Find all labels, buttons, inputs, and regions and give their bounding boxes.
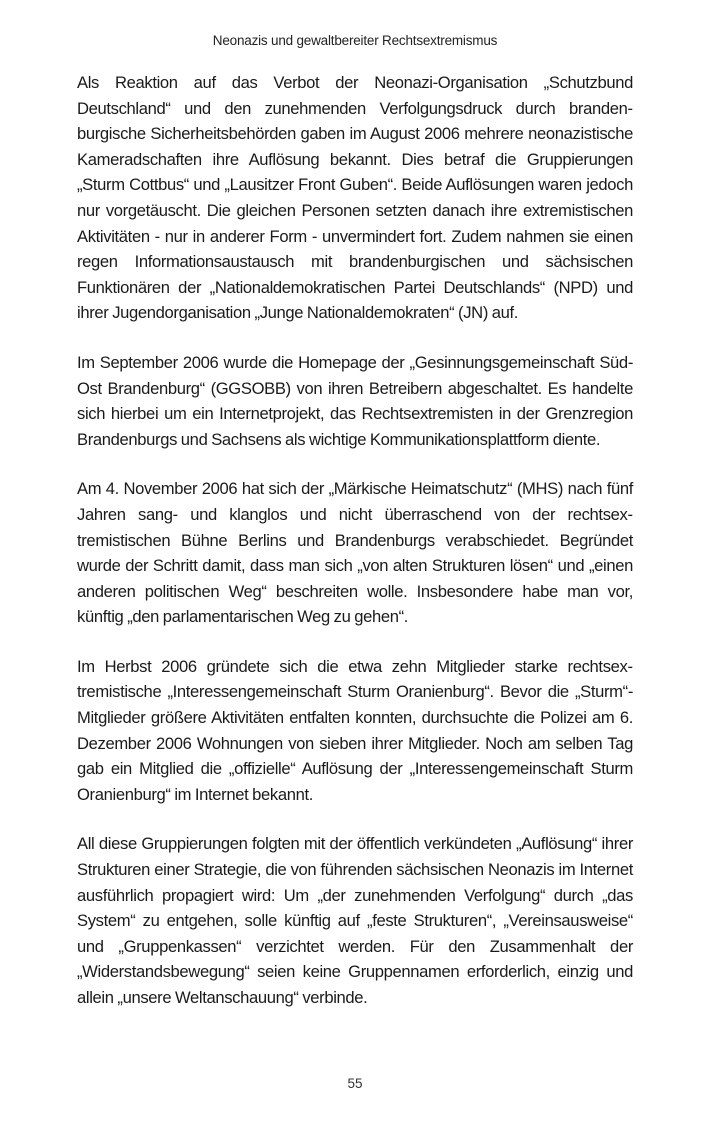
- paragraph-strategie: All diese Gruppierungen folgten mit der öffentlich verkündeten „Auflösung“ ihrer Strukturen einer Strategie, die von führenden sächsischen Neonazis im Internet ausführlich propagiert wird: Um „der zunehmenden Verfolgung“ durch „das System“ zu entgehen, solle künftig auf „feste Strukturen“, „Vereinsausweise“ und „Gruppenkassen“ verzichtet werden. Für den Zusammenhalt der „Widerstandsbewegung“ seien keine Gruppennamen erforderlich, einzig und allein „unsere Weltanschauung“ verbinde.: [77, 834, 633, 1007]
- running-header: Neonazis und gewaltbereiter Rechtsextremismus: [212, 33, 498, 48]
- paragraph-sturm-oranienburg: Im Herbst 2006 gründete sich die etwa zehn Mitglieder starke rechtsextremistische „Interessengemeinschaft Sturm Oranienburg“. Bevor die „Sturm“-Mitglieder größere Aktivitäten entfalten konnten, durchsuchte die Polizei am 6. Dezember 2006 Wohnungen von sieben ihrer Mitglieder. Noch am selben Tag gab ein Mitglied die „offizielle“ Auflösung der „Interessengemeinschaft Sturm Oranienburg“ im Internet bekannt.: [77, 656, 633, 804]
- page-number: 55: [347, 1076, 363, 1091]
- paragraph-schutzbund-verbot: Als Reaktion auf das Verbot der Neonazi-Organisation „Schutzbund Deutschland“ und den zunehmenden Verfolgungsdruck durch brandenburgische Sicherheitsbehörden gaben im August 2006 mehrere neonazistische Kameradschaften ihre Auflösung bekannt. Dies betraf die Gruppierungen „Sturm Cottbus“ und „Lausitzer Front Guben“. Beide Auflösungen waren jedoch nur vorgetäuscht. Die gleichen Personen setzten danach ihre extremistischen Aktivitäten - nur in anderer Form - unvermindert fort. Zudem nahmen sie einen regen Informationsaustausch mit brandenburgischen und sächsischen Funktionären der „Nationaldemokratischen Partei Deutschlands“ (NPD) und ihrer Jugendorganisation „Junge Nationaldemokraten“ (JN) auf.: [77, 73, 633, 323]
- paragraph-ggsobb-homepage: Im September 2006 wurde die Homepage der „Gesinnungsgemeinschaft Süd-Ost Brandenburg“ (GGSOBB) von ihren Betreibern abgeschaltet. Es handelte sich hierbei um ein Internetprojekt, das Rechtsextremisten in der Grenzregion Brandenburgs und Sachsens als wichtige Kommunikationsplattform diente.: [77, 352, 633, 449]
- body-text: [77, 70, 633, 1035]
- paragraph-mhs-aufloesung: Am 4. November 2006 hat sich der „Märkische Heimatschutz“ (MHS) nach fünf Jahren sang- und klanglos und nicht überraschend von der rechtsextremistischen Bühne Berlins und Brandenburgs verabschiedet. Begründet wurde der Schritt damit, dass man sich „von alten Strukturen lösen“ und „einen anderen politischen Weg“ beschreiten wolle. Insbesondere habe man vor, künftig „den parlamentarischen Weg zu gehen“.: [77, 479, 633, 627]
